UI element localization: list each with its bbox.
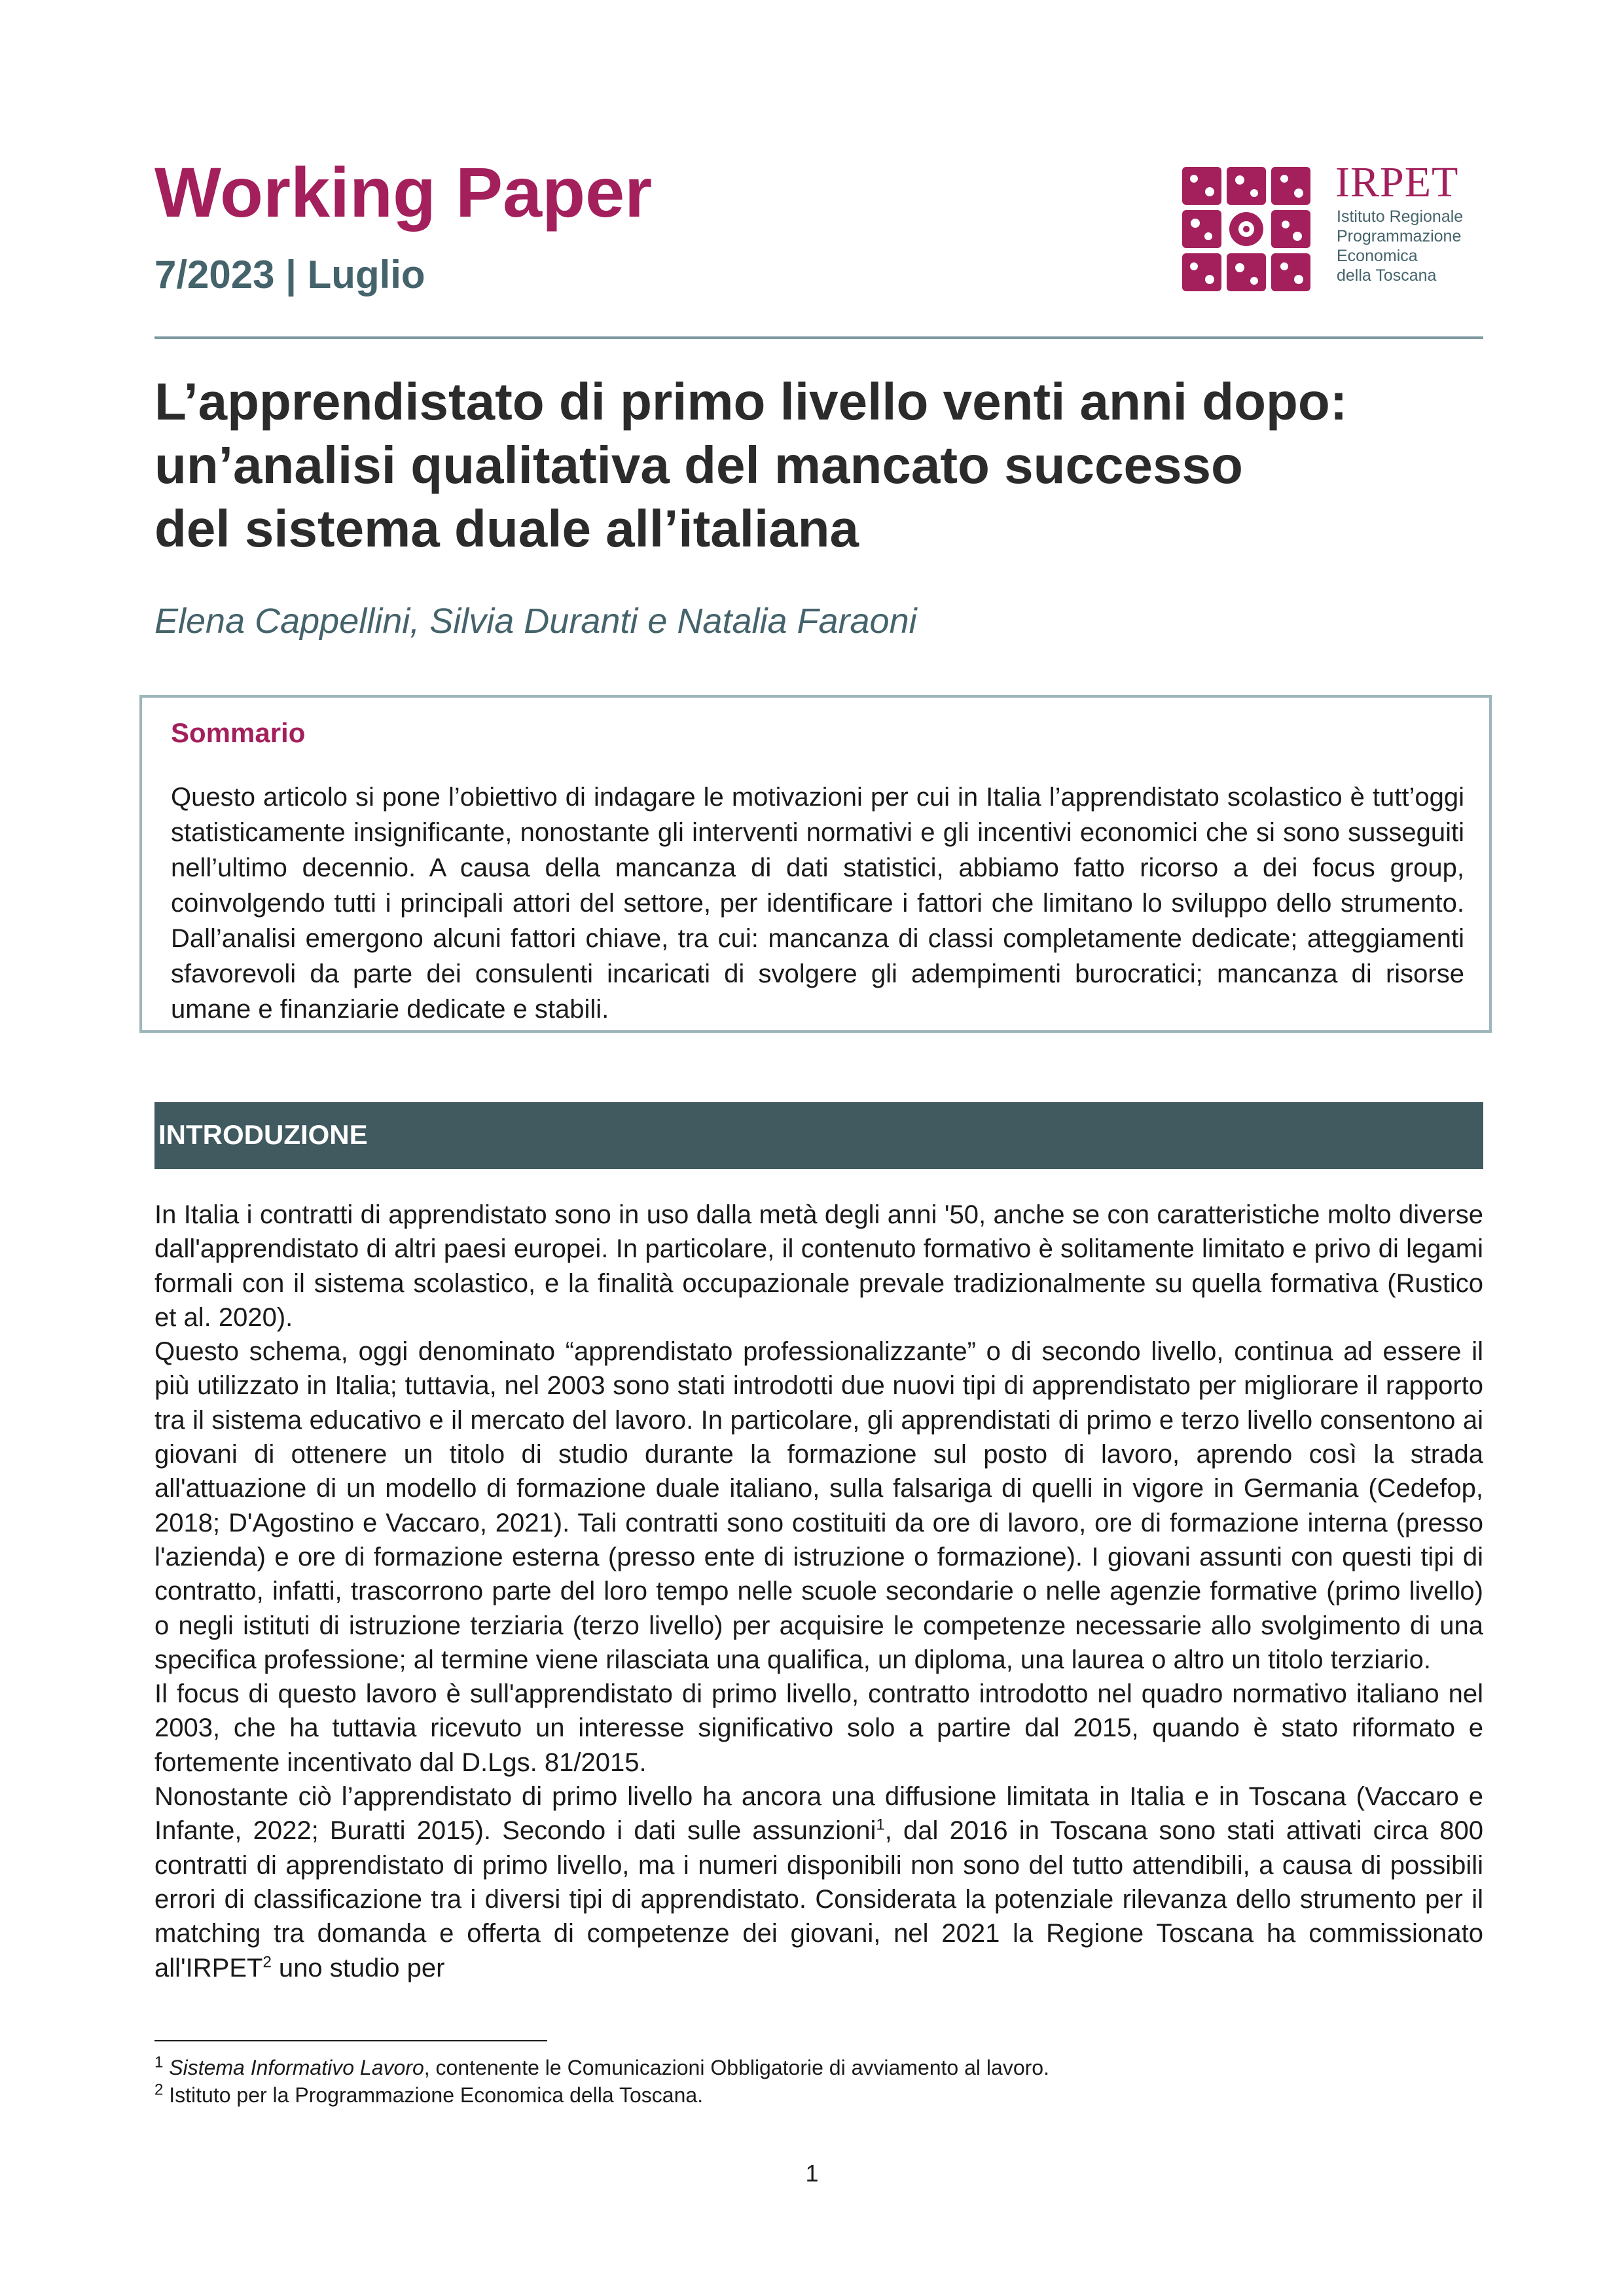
paragraph [154, 1780, 1483, 1985]
footnote-text: Istituto per la Programmazione Economica della Toscana. [163, 2083, 704, 2107]
footnotes [154, 2054, 1483, 2109]
section-heading: INTRODUZIONE [158, 1119, 368, 1150]
footnote-2 [154, 2081, 1483, 2109]
paper-title-line: del sistema duale all’italiana [154, 499, 859, 558]
paragraph-text: uno studio per [271, 1953, 445, 1982]
logo-subtitle-line: della Toscana [1337, 266, 1437, 285]
summary-text: Questo articolo si pone l’obiettivo di indagare le motivazioni per cui in Italia l’apprendistato scolastico è tutt’oggi statisticamente insignificante, nonostante gli interventi normativi e gli incentivi economici che si sono susseguiti nell’ultimo decennio. A causa della mancanza di dati statistici, abbiamo fatto ricorso a dei focus group, coinvolgendo tutti i principali attori del settore, per identificare i fattori che limitano lo sviluppo dello strumento. Dall’analisi emergono alcuni fattori chiave, tra cui: mancanza di classi completamente dedicate; atteggiamenti sfavorevoli da parte dei consulenti incaricati di svolgere gli adempimenti burocratici; mancanza di risorse umane e finanziarie dedicate e stabili. [171, 783, 1464, 1024]
summary-heading: Sommario [171, 717, 306, 748]
footnote-text: , contenente le Comunicazioni Obbligatorie di avviamento al lavoro. [424, 2056, 1049, 2079]
series-title: Working Paper [154, 152, 653, 232]
paragraph-text: Nonostante ciò l’apprendistato di primo livello ha ancora una diffusione limitata in Italia e in Toscana (Vaccaro e Infante, 2022; Buratti 2015). Secondo i dati sulle assunzioni [154, 1782, 1483, 1846]
paragraph-text: , dal 2016 in Toscana sono stati attivati circa 800 contratti di apprendistato di primo livello, ma i numeri disponibili non sono del tutto attendibili, a causa di possibili errori di classificazione tra i diversi tipi di apprendistato. Considerata la potenziale rilevanza dello strumento per il matching tra domanda e offerta di competenze dei giovani, nel 2021 la Regione Toscana ha commissionato all'IRPET [154, 1816, 1483, 1982]
page-number: 1 [805, 2160, 819, 2187]
paper-title-line: un’analisi qualitativa del mancato successo [154, 436, 1243, 494]
paragraph: Questo schema, oggi denominato “apprendistato professionalizzante” o di secondo livello, continua ad essere il più utilizzato in Italia; tuttavia, nel 2003 sono stati introdotti due nuovi tipi di apprendistato per migliorare il rapporto tra il sistema educativo e il mercato del lavoro. In particolare, gli apprendistati di primo e terzo livello consentono ai giovani di ottenere un titolo di studio durante la formazione sul posto di lavoro, aprendo così la strada all'attuazione di un modello di formazione duale italiano, sulla falsariga di quelli in vigore in Germania (Cedefop, 2018; D'Agostino e Vaccaro, 2021). Tali contratti sono costituiti da ore di lavoro, ore di formazione interna (presso l'azienda) e ore di formazione esterna (presso ente di istruzione o formazione). I giovani assunti con questi tipi di contratto, infatti, trascorrono parte del loro tempo nelle scuole secondarie o nelle agenzie formative (primo livello) o negli istituti di istruzione terziaria (terzo livello) per acquisire le competenze necessarie allo svolgimento di una specifica professione; al termine viene rilasciata una qualifica, un diploma, una laurea o altro un titolo terziario. [154, 1337, 1483, 1674]
body-text [154, 1198, 1483, 1985]
logo-subtitle [1337, 207, 1487, 285]
footnote-ref: 2 [262, 1953, 272, 1971]
header-divider [154, 336, 1483, 339]
logo-subtitle-line: Programmazione [1337, 227, 1462, 245]
irpet-logo [1182, 158, 1483, 295]
footnote-mark: 1 [154, 2053, 164, 2072]
paragraph: Il focus di questo lavoro è sull'apprendistato di primo livello, contratto introdotto nel quadro normativo italiano nel 2003, che ha tuttavia ricevuto un interesse significativo solo a partire dal 2015, quando è stato riformato e fortemente incentivato dal D.Lgs. 81/2015. [154, 1679, 1483, 1777]
paper-title [154, 370, 1496, 560]
footnote-mark: 2 [154, 2081, 164, 2099]
section-header [154, 1102, 1483, 1169]
footnote-1 [154, 2054, 1483, 2081]
logo-name: IRPET [1335, 158, 1459, 206]
footnote-emphasis: Sistema Informativo Lavoro [169, 2056, 424, 2079]
logo-subtitle-line: Istituto Regionale [1337, 207, 1464, 226]
footnote-divider [154, 2040, 547, 2041]
logo-subtitle-line: Economica [1337, 247, 1418, 265]
issue-date: 7/2023 | Luglio [154, 253, 425, 296]
paper-authors: Elena Cappellini, Silvia Duranti e Natalia Faraoni [154, 601, 917, 641]
summary-box [139, 695, 1492, 1033]
paragraph: In Italia i contratti di apprendistato sono in uso dalla metà degli anni '50, anche se con caratteristiche molto diverse dall'apprendistato di altri paesi europei. In particolare, il contenuto formativo è solitamente limitato e privo di legami formali con il sistema scolastico, e la finalità occupazionale prevale tradizionalmente su quella formativa (Rustico et al. 2020). [154, 1200, 1483, 1332]
footnote-ref: 1 [876, 1816, 885, 1835]
paper-title-line: L’apprendistato di primo livello venti anni dopo: [154, 372, 1348, 431]
irpet-emblem-icon [1182, 167, 1313, 291]
